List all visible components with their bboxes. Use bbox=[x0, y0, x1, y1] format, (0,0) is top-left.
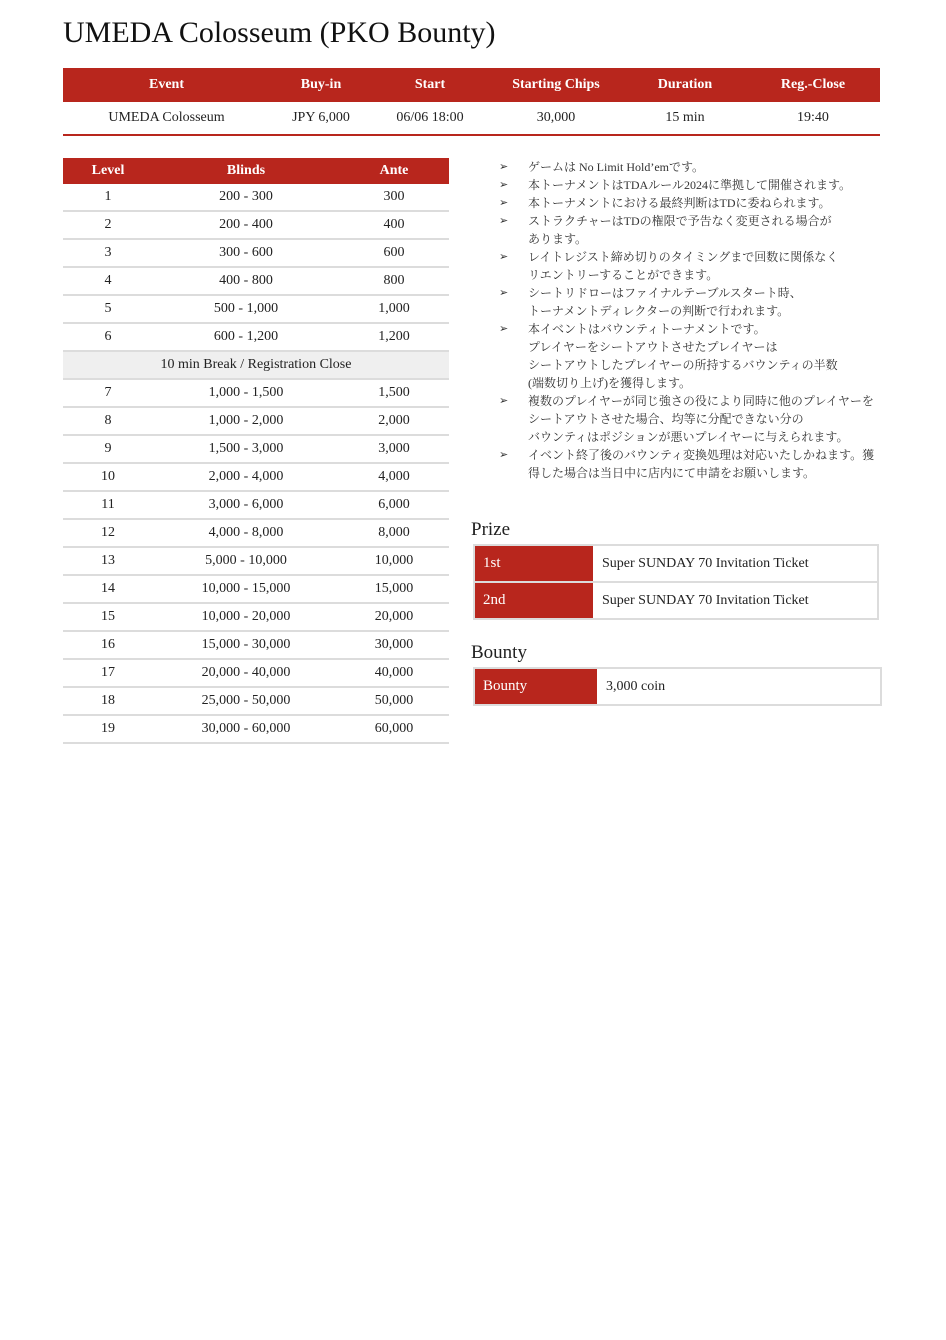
summary-header-row bbox=[63, 68, 880, 102]
bounty-table bbox=[473, 667, 882, 706]
arrow-bullet-icon: ➢ bbox=[499, 322, 509, 335]
level-cell: 7 bbox=[104, 385, 112, 400]
prize-table bbox=[473, 544, 879, 620]
blinds-cell: 30,000 - 60,000 bbox=[201, 721, 291, 736]
page-title: UMEDA Colosseum (PKO Bounty) bbox=[63, 16, 496, 49]
note-line: トーナメントディレクターの判断で行われます。 bbox=[528, 304, 790, 318]
blind-level-row bbox=[63, 324, 449, 352]
ante-cell: 3,000 bbox=[378, 441, 410, 456]
blinds-cell: 10,000 - 20,000 bbox=[201, 609, 291, 624]
arrow-bullet-icon: ➢ bbox=[499, 250, 509, 263]
level-cell: 18 bbox=[101, 693, 115, 708]
level-cell: 8 bbox=[104, 413, 112, 428]
level-cell: 5 bbox=[104, 301, 112, 316]
prize-place: 2nd bbox=[475, 583, 593, 618]
note-item bbox=[499, 212, 884, 248]
blind-level-row bbox=[63, 380, 449, 408]
prize-row bbox=[475, 581, 877, 618]
blinds-cell: 5,000 - 10,000 bbox=[205, 553, 287, 568]
level-cell: 10 bbox=[101, 469, 115, 484]
note-line: ストラクチャーはTDの権限で予告なく変更される場合が bbox=[528, 214, 832, 228]
event-summary-table bbox=[63, 68, 880, 136]
level-cell: 11 bbox=[101, 497, 115, 512]
bounty-row bbox=[475, 669, 880, 704]
blind-rows-pre-break bbox=[63, 184, 449, 352]
note-text bbox=[528, 212, 884, 248]
break-row: 10 min Break / Registration Close bbox=[63, 352, 449, 380]
blinds-cell: 1,500 - 3,000 bbox=[208, 441, 284, 456]
value-start: 06/06 18:00 bbox=[396, 110, 464, 125]
blind-structure-table bbox=[63, 158, 449, 744]
level-cell: 15 bbox=[101, 609, 115, 624]
prize-reward: Super SUNDAY 70 Invitation Ticket bbox=[602, 555, 809, 571]
ante-cell: 800 bbox=[383, 273, 405, 288]
blinds-header-row bbox=[63, 158, 449, 184]
note-line: 複数のプレイヤーが同じ強さの役により同時に他のプレイヤーを bbox=[528, 394, 874, 408]
header-duration: Duration bbox=[657, 77, 713, 92]
ante-cell: 10,000 bbox=[374, 553, 414, 568]
level-cell: 4 bbox=[104, 273, 112, 288]
prize-row bbox=[475, 546, 877, 581]
ante-cell: 20,000 bbox=[374, 609, 414, 624]
ante-cell: 50,000 bbox=[374, 693, 414, 708]
blind-level-row bbox=[63, 716, 449, 744]
summary-value-row bbox=[63, 102, 880, 136]
blinds-cell: 3,000 - 6,000 bbox=[208, 497, 284, 512]
value-starting-chips: 30,000 bbox=[536, 110, 576, 125]
level-cell: 9 bbox=[104, 441, 112, 456]
note-line: あります。 bbox=[528, 232, 588, 246]
blind-level-row bbox=[63, 436, 449, 464]
bounty-value: 3,000 coin bbox=[606, 678, 666, 694]
blinds-cell: 300 - 600 bbox=[219, 245, 273, 260]
header-start: Start bbox=[414, 77, 446, 92]
level-cell: 2 bbox=[104, 217, 112, 232]
blinds-cell: 4,000 - 8,000 bbox=[208, 525, 284, 540]
blind-level-row bbox=[63, 408, 449, 436]
arrow-bullet-icon: ➢ bbox=[499, 160, 509, 173]
prize-reward: Super SUNDAY 70 Invitation Ticket bbox=[602, 592, 809, 608]
note-item bbox=[499, 284, 884, 320]
value-reg-close: 19:40 bbox=[797, 110, 829, 125]
level-cell: 19 bbox=[101, 721, 115, 736]
ante-cell: 2,000 bbox=[378, 413, 410, 428]
ante-cell: 60,000 bbox=[374, 721, 414, 736]
note-text bbox=[528, 284, 884, 320]
note-text bbox=[528, 176, 884, 194]
level-cell: 16 bbox=[101, 637, 115, 652]
blinds-cell: 400 - 800 bbox=[219, 273, 273, 288]
note-item bbox=[499, 446, 884, 482]
note-text bbox=[528, 446, 884, 482]
ante-cell: 1,500 bbox=[378, 385, 410, 400]
blind-level-row bbox=[63, 240, 449, 268]
level-cell: 6 bbox=[104, 329, 112, 344]
value-duration: 15 min bbox=[665, 110, 705, 125]
prize-title: Prize bbox=[471, 519, 511, 540]
prize-place: 1st bbox=[475, 546, 593, 581]
blinds-cell: 1,000 - 1,500 bbox=[208, 385, 284, 400]
ante-cell: 300 bbox=[383, 189, 405, 204]
ante-cell: 30,000 bbox=[374, 637, 414, 652]
header-buyin: Buy-in bbox=[300, 77, 342, 92]
blinds-cell: 2,000 - 4,000 bbox=[208, 469, 284, 484]
ante-cell: 15,000 bbox=[374, 581, 414, 596]
note-item bbox=[499, 392, 884, 446]
blind-level-row bbox=[63, 576, 449, 604]
blind-rows-post-break bbox=[63, 380, 449, 744]
blinds-cell: 15,000 - 30,000 bbox=[201, 637, 291, 652]
note-line: イベント終了後のバウンティ変換処理は対応いたしかねます。獲 bbox=[528, 448, 875, 462]
blinds-cell: 600 - 1,200 bbox=[213, 329, 279, 344]
note-item bbox=[499, 158, 884, 176]
header-ante: Ante bbox=[379, 163, 409, 178]
rules-notes-list bbox=[499, 158, 884, 482]
value-buyin: JPY 6,000 bbox=[292, 110, 350, 125]
blind-level-row bbox=[63, 548, 449, 576]
bounty-label: Bounty bbox=[475, 669, 597, 704]
arrow-bullet-icon: ➢ bbox=[499, 394, 509, 407]
blind-level-row bbox=[63, 212, 449, 240]
bounty-title: Bounty bbox=[471, 642, 527, 663]
note-line: シートアウトさせた場合、均等に分配できない分の bbox=[528, 412, 804, 426]
ante-cell: 40,000 bbox=[374, 665, 414, 680]
header-level: Level bbox=[91, 163, 125, 178]
note-item bbox=[499, 320, 884, 392]
note-item bbox=[499, 176, 884, 194]
blinds-cell: 1,000 - 2,000 bbox=[208, 413, 284, 428]
level-cell: 13 bbox=[101, 553, 115, 568]
blind-level-row bbox=[63, 688, 449, 716]
note-line: (端数切り上げ)を獲得します。 bbox=[528, 376, 692, 390]
note-line: シートリドローはファイナルテーブルスタート時、 bbox=[528, 286, 802, 300]
blind-level-row bbox=[63, 296, 449, 324]
arrow-bullet-icon: ➢ bbox=[499, 286, 509, 299]
ante-cell: 400 bbox=[383, 217, 405, 232]
blind-level-row bbox=[63, 464, 449, 492]
arrow-bullet-icon: ➢ bbox=[499, 178, 509, 191]
level-cell: 12 bbox=[101, 525, 115, 540]
blind-level-row bbox=[63, 520, 449, 548]
header-reg-close: Reg.-Close bbox=[780, 77, 846, 92]
note-item bbox=[499, 248, 884, 284]
blinds-cell: 200 - 300 bbox=[219, 189, 273, 204]
header-starting-chips: Starting Chips bbox=[512, 77, 600, 92]
blind-level-row bbox=[63, 184, 449, 212]
blinds-cell: 500 - 1,000 bbox=[213, 301, 279, 316]
header-blinds: Blinds bbox=[226, 163, 266, 178]
blinds-cell: 25,000 - 50,000 bbox=[201, 693, 291, 708]
arrow-bullet-icon: ➢ bbox=[499, 448, 509, 461]
note-line: リエントリーすることができます。 bbox=[528, 268, 719, 282]
blind-level-row bbox=[63, 660, 449, 688]
level-cell: 17 bbox=[101, 665, 115, 680]
note-line: 得した場合は当日中に店内にて申請をお願いします。 bbox=[528, 466, 816, 480]
note-item bbox=[499, 194, 884, 212]
ante-cell: 6,000 bbox=[378, 497, 410, 512]
note-line: 本イベントはバウンティトーナメントです。 bbox=[528, 322, 766, 336]
level-cell: 3 bbox=[104, 245, 112, 260]
note-line: レイトレジスト締め切りのタイミングまで回数に関係なく bbox=[528, 250, 839, 264]
blind-level-row bbox=[63, 492, 449, 520]
ante-cell: 4,000 bbox=[378, 469, 410, 484]
note-line: 本トーナメントにおける最終判断はTDに委ねられます。 bbox=[528, 196, 831, 210]
blind-level-row bbox=[63, 632, 449, 660]
blinds-cell: 200 - 400 bbox=[219, 217, 273, 232]
ante-cell: 600 bbox=[383, 245, 405, 260]
blinds-cell: 10,000 - 15,000 bbox=[201, 581, 291, 596]
ante-cell: 8,000 bbox=[378, 525, 410, 540]
level-cell: 14 bbox=[101, 581, 115, 596]
note-text bbox=[528, 248, 884, 284]
level-cell: 1 bbox=[104, 189, 112, 204]
note-text bbox=[528, 194, 884, 212]
note-text bbox=[528, 320, 884, 392]
note-line: 本トーナメントはTDAルール2024に準拠して開催されます。 bbox=[528, 178, 851, 192]
note-line: プレイヤーをシートアウトさせたプレイヤーは bbox=[528, 340, 778, 354]
blind-level-row bbox=[63, 604, 449, 632]
note-line: ゲームは No Limit Hold’emです。 bbox=[528, 160, 705, 174]
blind-level-row bbox=[63, 268, 449, 296]
arrow-bullet-icon: ➢ bbox=[499, 214, 509, 227]
arrow-bullet-icon: ➢ bbox=[499, 196, 509, 209]
note-line: バウンティはポジションが悪いプレイヤーに与えられます。 bbox=[528, 430, 849, 444]
blinds-cell: 20,000 - 40,000 bbox=[201, 665, 291, 680]
header-event: Event bbox=[149, 77, 184, 92]
ante-cell: 1,200 bbox=[378, 329, 410, 344]
note-line: シートアウトしたプレイヤーの所持するバウンティの半数 bbox=[528, 358, 838, 372]
note-text bbox=[528, 158, 884, 176]
value-event: UMEDA Colosseum bbox=[108, 110, 225, 125]
ante-cell: 1,000 bbox=[378, 301, 410, 316]
note-text bbox=[528, 392, 884, 446]
